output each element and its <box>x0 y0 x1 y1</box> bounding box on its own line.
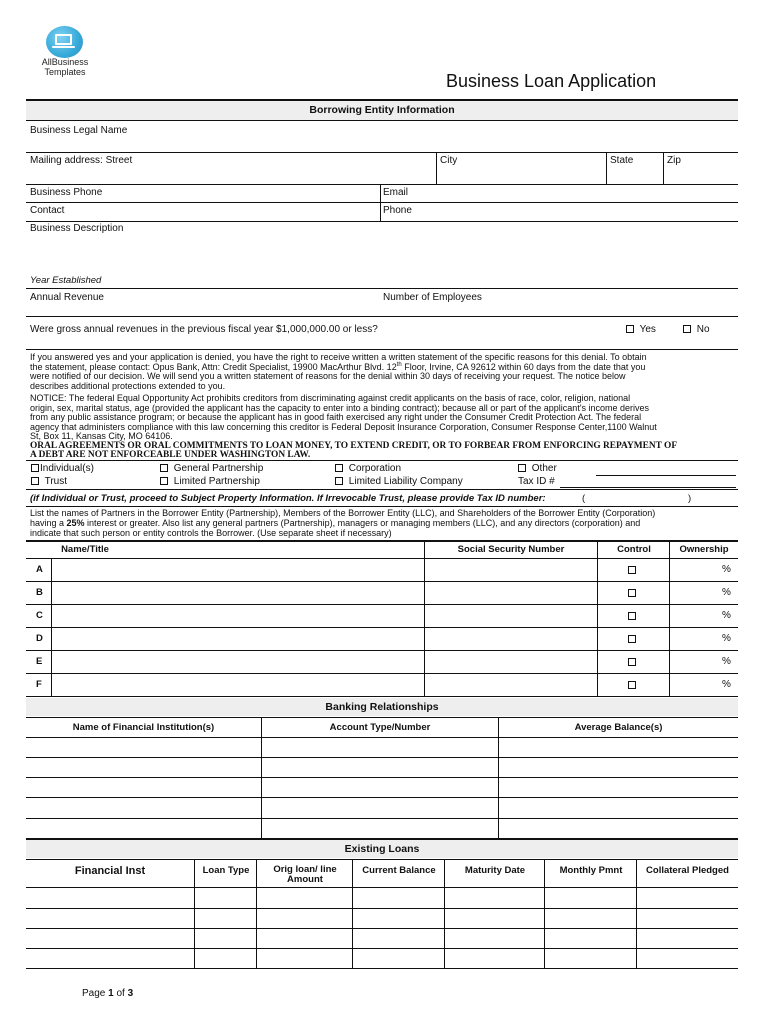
logo-text-line2: Templates <box>44 67 86 77</box>
checkbox[interactable] <box>31 477 39 485</box>
divider <box>26 859 738 860</box>
divider <box>26 948 738 949</box>
instruction-line: indicate that such person or entity controls the Borrower. (Use separate sheet if necessary) <box>30 528 392 538</box>
notice-line: St, Box 11, Kansas City, MO 64106. <box>30 431 173 442</box>
checkbox[interactable] <box>335 477 343 485</box>
divider <box>256 859 257 969</box>
divider <box>26 797 738 798</box>
laptop-icon <box>55 34 72 45</box>
notice-line: from any public assistance program; or because the applicant has in good faith exercised any right under the Consumer Credit Protection Act. The federal <box>30 412 642 423</box>
instruction-line: List the names of Partners in the Borrower Entity (Partnership), Members of the Borrower Entity (LLC), and Shareholders of the Borrower Entity (Corporation) <box>30 508 656 518</box>
logo-text <box>30 57 100 77</box>
divider <box>26 506 738 507</box>
section-heading-borrowing: Borrowing Entity Information <box>26 101 738 120</box>
col-header-control: Control <box>617 544 651 555</box>
equal-opportunity-notice <box>30 394 736 442</box>
divider <box>26 558 738 559</box>
logo-text-line1: AllBusiness <box>41 57 89 67</box>
col-header-balance: Average Balance(s) <box>574 722 663 733</box>
row-label: D <box>36 633 43 644</box>
entity-trust-option[interactable]: Trust <box>31 476 67 487</box>
checkbox[interactable] <box>518 464 526 472</box>
divider <box>26 288 738 289</box>
ownership-percent: % <box>722 564 731 575</box>
col-header-collateral: Collateral Pledged <box>646 865 729 876</box>
divider <box>26 152 738 153</box>
checkbox[interactable] <box>628 635 636 643</box>
notice-line: origin, sex, marital status, age (provided the applicant has the capacity to enter into a binding contract); because all or part of the applicant's income derives <box>30 402 650 413</box>
divider <box>26 968 738 969</box>
divider <box>26 184 738 185</box>
trust-note: (if Individual or Trust, proceed to Subject Property Information. If Irrevocable Trust, please provide Tax ID number: <box>30 493 546 504</box>
document-title: Business Loan Application <box>446 71 657 91</box>
ownership-percent: % <box>722 610 731 621</box>
col-header-monthly-pmnt: Monthly Pmnt <box>559 865 623 876</box>
divider <box>26 460 738 461</box>
divider <box>26 202 738 203</box>
divider <box>436 152 437 184</box>
control-checkbox[interactable] <box>628 565 639 576</box>
control-checkbox[interactable] <box>628 680 639 691</box>
checkbox[interactable] <box>683 325 691 333</box>
notice-line: A DEBT ARE NOT ENFORCEABLE UNDER WASHINGTON LAW. <box>30 450 311 461</box>
divider <box>26 696 738 697</box>
phone-label: Phone <box>383 205 412 216</box>
col-header-current-balance: Current Balance <box>362 865 436 876</box>
trust-tax-open-paren: ( <box>582 493 586 504</box>
notice-line: If you answered yes and your application is denied, you have the right to receive written a written statement of the specific reasons for this denial. To obtain <box>30 352 647 362</box>
ownership-percent: % <box>722 587 731 598</box>
revenue-question: Were gross annual revenues in the previous fiscal year $1,000,000.00 or less? <box>30 324 378 335</box>
city-label: City <box>440 155 458 166</box>
control-checkbox[interactable] <box>628 657 639 668</box>
mailing-address-label: Mailing address: Street <box>30 155 133 166</box>
divider <box>194 859 195 969</box>
page-number: Page 1 of 3 <box>82 988 134 999</box>
notice-line: agency that administers compliance with this law concerning this creditor is Federal Deposit Insurance Corporation, Consumer Response Center,1100 Walnut <box>30 421 657 432</box>
revenue-yes-option[interactable] <box>626 324 656 335</box>
divider <box>26 717 738 718</box>
section-heading-banking: Banking Relationships <box>26 698 738 716</box>
divider <box>26 928 738 929</box>
col-header-account: Account Type/Number <box>329 722 431 733</box>
row-label: A <box>36 564 43 575</box>
other-entity-line[interactable] <box>596 475 736 476</box>
entity-individual-option[interactable]: Individual(s) <box>31 463 94 474</box>
business-legal-name-label: Business Legal Name <box>30 125 128 136</box>
col-header-orig-loan: Orig loan/ line Amount <box>273 864 337 885</box>
divider <box>26 777 738 778</box>
ownership-percent: % <box>722 633 731 644</box>
checkbox[interactable] <box>628 658 636 666</box>
col-header-maturity-date: Maturity Date <box>464 865 526 876</box>
section-heading-loans: Existing Loans <box>26 840 738 858</box>
divider <box>26 627 738 628</box>
control-checkbox[interactable] <box>628 634 639 645</box>
row-label: C <box>36 610 43 621</box>
denial-notice-paragraph <box>30 353 736 391</box>
row-label: E <box>36 656 43 667</box>
divider <box>26 540 738 542</box>
entity-llc-option[interactable]: Limited Liability Company <box>335 476 463 487</box>
owners-instructions <box>30 508 736 538</box>
divider <box>26 316 738 317</box>
divider <box>26 349 738 350</box>
ownership-percent: % <box>722 679 731 690</box>
control-checkbox[interactable] <box>628 611 639 622</box>
tax-id-label: Tax ID # <box>518 476 555 487</box>
divider <box>352 859 353 969</box>
annual-revenue-label: Annual Revenue <box>30 292 104 303</box>
number-of-employees-label: Number of Employees <box>383 292 482 303</box>
year-established-label: Year Established <box>30 275 102 286</box>
state-label: State <box>610 155 634 166</box>
notice-line: describes additional protections extended to you. <box>30 380 226 391</box>
divider <box>544 859 545 969</box>
divider <box>26 604 738 605</box>
notice-line: the statement, please contact: Opus Bank, Attn: Credit Specialist, 19900 MacArthur Blvd. 12th Floor, Irvine, CA 92612 within 60 days from the date that you <box>30 361 646 372</box>
revenue-no-option[interactable] <box>683 324 710 335</box>
col-header-ssn: Social Security Number <box>457 544 565 555</box>
col-header-loan-type: Loan Type <box>202 865 250 876</box>
checkbox[interactable] <box>31 464 39 472</box>
divider <box>636 859 637 969</box>
email-label: Email <box>383 187 409 198</box>
no-label: No <box>696 324 710 335</box>
divider <box>26 650 738 651</box>
notice-line: were notified of our decision. We will send you a written statement of reasons for the denial within 30 days of receiving your request. The notice below <box>30 371 626 382</box>
divider <box>26 489 738 490</box>
divider <box>26 581 738 582</box>
checkbox[interactable] <box>160 464 168 472</box>
laptop-base <box>52 46 75 48</box>
col-header-financial-inst: Financial Inst <box>74 865 146 877</box>
checkbox[interactable] <box>628 681 636 689</box>
col-header-ownership: Ownership <box>679 544 729 555</box>
zip-label: Zip <box>667 155 681 166</box>
col-header-institution: Name of Financial Institution(s) <box>72 722 215 733</box>
yes-label: Yes <box>639 324 656 335</box>
col-header-name: Name/Title <box>61 544 109 555</box>
notice-line: NOTICE: The federal Equal Opportunity Act prohibits creditors from discriminating against credit applicants on the basis of race, color, religion, national <box>30 393 631 403</box>
divider <box>26 120 738 121</box>
tax-id-line[interactable] <box>560 487 736 488</box>
row-label: F <box>36 679 42 690</box>
notice-line: ORAL AGREEMENTS OR ORAL COMMITMENTS TO LOAN MONEY, TO EXTEND CREDIT, OR TO FORBEAR FROM ENFORCING REPAYMENT OF <box>30 441 678 451</box>
entity-limited-partnership-option[interactable]: Limited Partnership <box>160 476 260 487</box>
divider <box>444 859 445 969</box>
divider <box>663 152 664 184</box>
oral-agreements-notice <box>30 442 736 461</box>
divider <box>26 221 738 222</box>
checkbox[interactable] <box>335 464 343 472</box>
divider <box>606 152 607 184</box>
divider <box>26 757 738 758</box>
checkbox[interactable] <box>628 612 636 620</box>
business-phone-label: Business Phone <box>30 187 103 198</box>
ownership-percent: % <box>722 656 731 667</box>
control-checkbox[interactable] <box>628 588 639 599</box>
entity-corporation-option[interactable]: Corporation <box>335 463 401 474</box>
entity-other-option[interactable]: Other <box>518 463 557 474</box>
checkbox[interactable] <box>626 325 634 333</box>
checkbox[interactable] <box>160 477 168 485</box>
entity-general-partnership-option[interactable]: General Partnership <box>160 463 263 474</box>
checkbox[interactable] <box>628 566 636 574</box>
business-description-label: Business Description <box>30 223 124 234</box>
divider <box>26 673 738 674</box>
checkbox[interactable] <box>628 589 636 597</box>
row-label: B <box>36 587 43 598</box>
instruction-line: having a 25% interest or greater. Also list any general partners (Partnership), managers or managing members (LLC), and any directors (corporation) and <box>30 518 641 528</box>
divider <box>26 908 738 909</box>
divider <box>26 887 738 888</box>
divider <box>26 818 738 819</box>
trust-tax-close-paren: ) <box>688 493 692 504</box>
divider <box>26 737 738 738</box>
contact-label: Contact <box>30 205 65 216</box>
